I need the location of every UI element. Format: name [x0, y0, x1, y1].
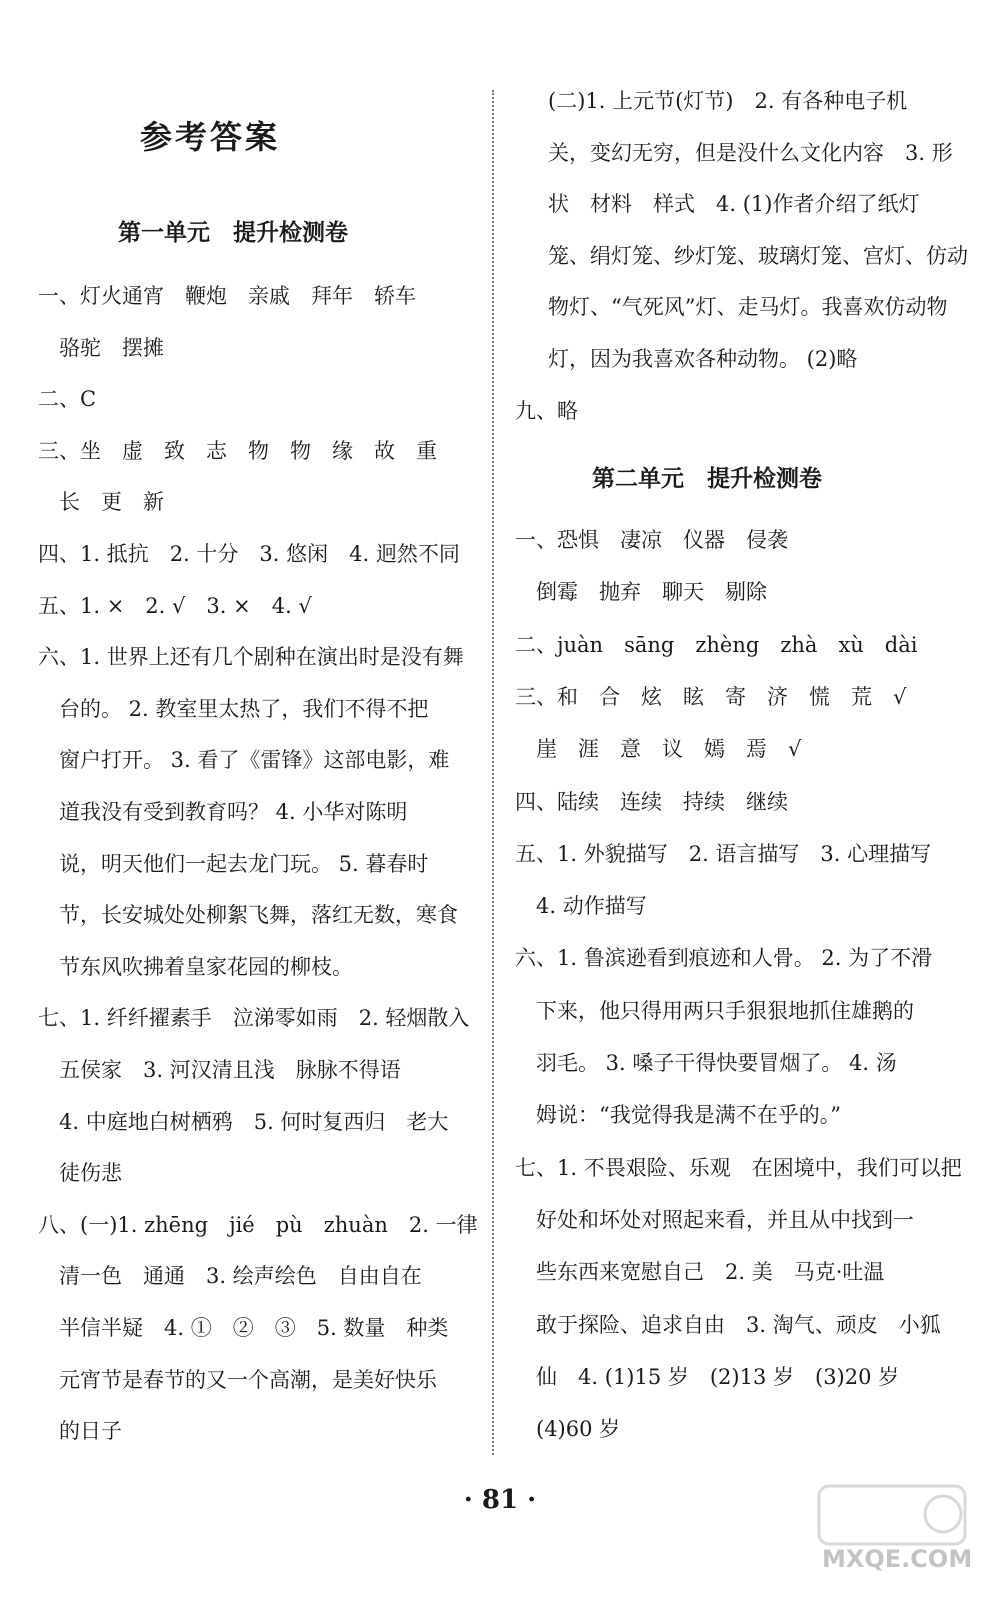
answer-line: 二、C [38, 387, 97, 412]
answer-line: 灯，因为我喜欢各种动物。 (2)略 [548, 347, 858, 371]
answer-line: 一、恐惧 凄凉 仪器 侵袭 [515, 528, 788, 552]
answer-line: 的日子 [38, 1419, 122, 1444]
answer-line: 4. 中庭地白树栖鸦 5. 何时复西归 老大 [38, 1109, 449, 1134]
answer-line: 三、坐 虚 致 志 物 物 缘 故 重 [38, 438, 437, 463]
answer-line: (4)60 岁 [515, 1417, 621, 1442]
answer-line: 八、(一)1. zhēng jié pù zhuàn 2. 一律 [38, 1212, 478, 1237]
answer-line: 六、1. 世界上还有几个剧种在演出时是没有舞 [38, 645, 464, 670]
answer-line: (二)1. 上元节(灯节) 2. 有各种电子机 [548, 89, 908, 113]
answer-line: 五侯家 3. 河汉清且浅 脉脉不得语 [38, 1058, 401, 1082]
answer-line: 好处和坏处对照起来看，并且从中找到一 [515, 1207, 914, 1232]
answer-line: 窗户打开。 3. 看了《雷锋》这部电影，难 [38, 748, 450, 773]
answer-line: 节，长安城处处柳絮飞舞，落红无数，寒食 [38, 903, 458, 928]
page-title: 参考答案 [140, 118, 281, 156]
answer-line: 关，变幻无穷，但是没什么文化内容 3. 形 [548, 140, 953, 165]
answer-line: 倒霉 抛弃 聊天 剔除 [515, 580, 767, 605]
answer-line: 三、和 合 炫 眩 寄 济 慌 荒 √ [515, 684, 907, 709]
answer-line: 元宵节是春节的又一个高潮，是美好快乐 [38, 1367, 437, 1392]
answer-line: 羽毛。 3. 嗓子干得快要冒烟了。 4. 汤 [515, 1051, 897, 1075]
answer-line: 崖 涯 意 议 嫣 焉 √ [515, 737, 802, 762]
answer-line: 一、灯火通宵 鞭炮 亲戚 拜年 轿车 [38, 284, 416, 308]
answer-line: 物灯、“气死风”灯、走马灯。我喜欢仿动物 [548, 295, 948, 320]
answer-line: 六、1. 鲁滨逊看到痕迹和人骨。 2. 为了不滑 [515, 946, 933, 971]
answer-line: 五、1. 外貌描写 2. 语言描写 3. 心理描写 [515, 841, 932, 866]
answer-line: 四、陆续 连续 持续 继续 [515, 789, 788, 814]
page-number: · 81 · [463, 1485, 537, 1515]
answer-line: 节东风吹拂着皇家花园的柳枝。 [38, 954, 353, 979]
answer-line: 半信半疑 4. ① ② ③ 5. 数量 种类 [38, 1316, 449, 1340]
answer-line: 七、1. 不畏艰险、乐观 在困境中，我们可以把 [515, 1155, 962, 1180]
answer-line: 二、juàn sāng zhèng zhà xù dài [515, 632, 918, 657]
answer-line: 台的。 2. 教室里太热了，我们不得不把 [38, 696, 429, 721]
answer-line: 骆驼 摆摊 [38, 335, 164, 360]
answer-line: 五、1. × 2. √ 3. × 4. √ [38, 593, 312, 618]
answer-line: 四、1. 抵抗 2. 十分 3. 悠闲 4. 迥然不同 [38, 542, 460, 566]
answer-line: 七、1. 纤纤擢素手 泣涕零如雨 2. 轻烟散入 [38, 1006, 470, 1031]
answer-line: 下来，他只得用两只手狠狠地抓住雄鹅的 [515, 998, 914, 1023]
answer-line: 仙 4. (1)15 岁 (2)13 岁 (3)20 岁 [515, 1364, 900, 1389]
answer-line: 些东西来宽慰自己 2. 美 马克·吐温 [515, 1260, 885, 1285]
answer-line: 长 更 新 [38, 490, 164, 515]
answer-line: 道我没有受到教育吗？ 4. 小华对陈明 [38, 800, 408, 824]
column-divider [492, 90, 494, 1455]
answer-line: 敢于探险、追求自由 3. 淘气、顽皮 小狐 [515, 1312, 941, 1337]
answer-line: 状 材料 样式 4. (1)作者介绍了纸灯 [548, 192, 920, 217]
answer-line: 4. 动作描写 [515, 894, 647, 919]
answer-line: 姆说：“我觉得我是满不在乎的。” [515, 1103, 841, 1128]
answer-line: 说，明天他们一起去龙门玩。 5. 暮春时 [38, 851, 429, 876]
answer-line: 清一色 通通 3. 绘声绘色 自由自在 [38, 1264, 422, 1289]
unit1-heading: 第一单元 提升检测卷 [118, 220, 348, 246]
watermark-text: MXQE.COM [822, 1545, 973, 1573]
answer-line: 九、略 [515, 398, 578, 423]
unit2-heading: 第二单元 提升检测卷 [592, 466, 822, 492]
answer-line: 徒伤悲 [38, 1161, 122, 1186]
answer-line: 笼、绢灯笼、纱灯笼、玻璃灯笼、宫灯、仿动 [548, 243, 968, 268]
